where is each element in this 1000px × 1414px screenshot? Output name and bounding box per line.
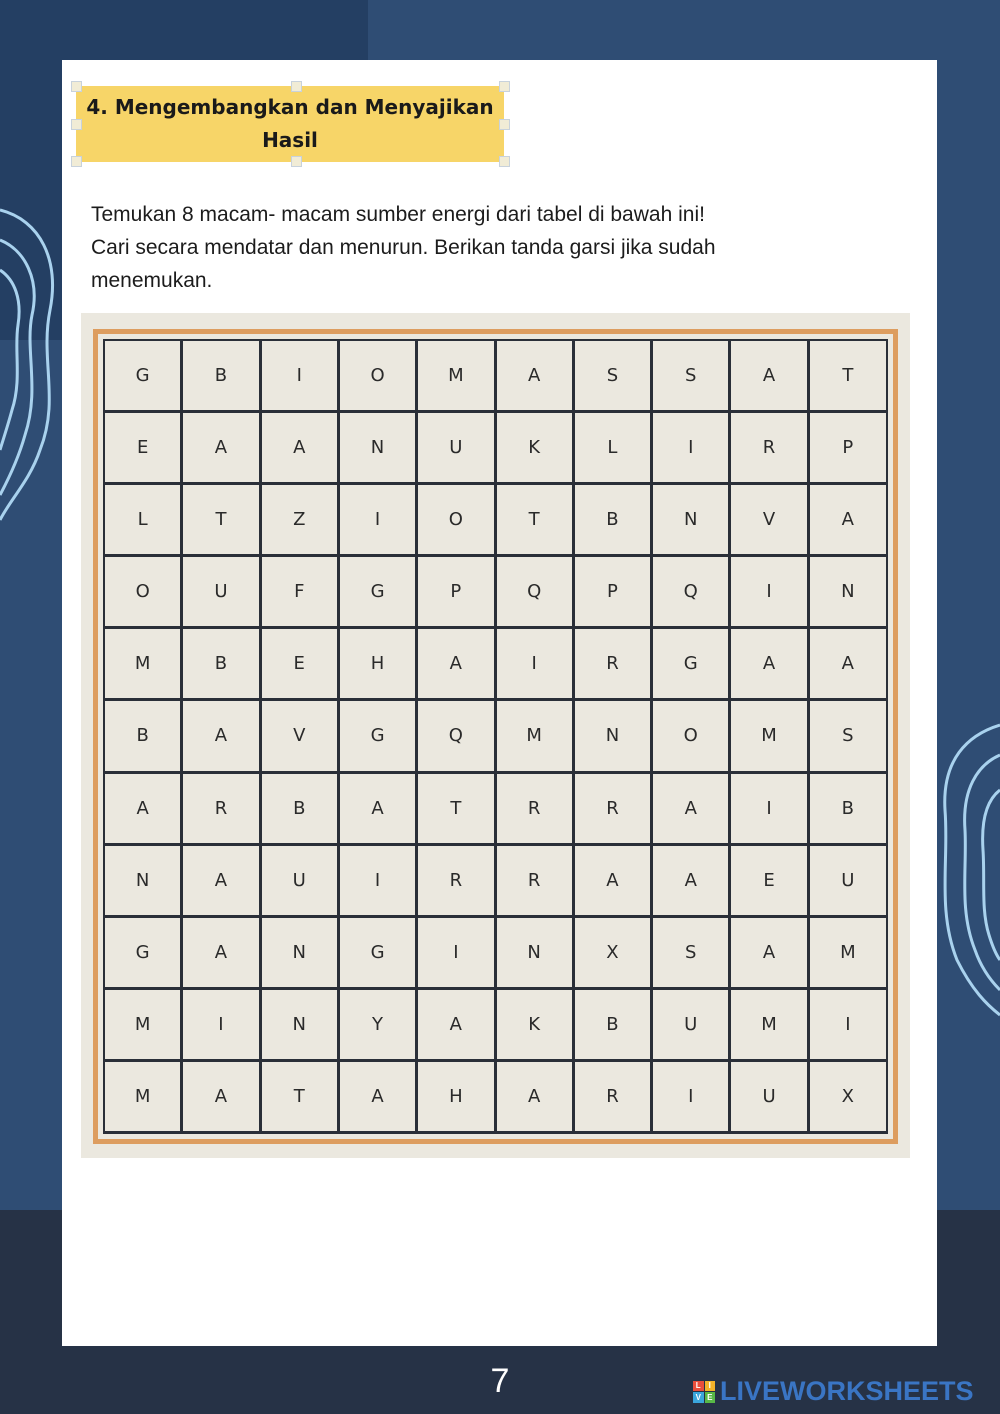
puzzle-cell[interactable]: M — [105, 990, 183, 1062]
puzzle-cell[interactable]: S — [653, 341, 731, 413]
puzzle-cell[interactable]: O — [340, 341, 418, 413]
puzzle-cell[interactable]: G — [653, 629, 731, 701]
section-heading — [76, 86, 504, 162]
puzzle-cell[interactable]: U — [653, 990, 731, 1062]
puzzle-cell[interactable]: M — [418, 341, 496, 413]
puzzle-cell[interactable]: E — [262, 629, 340, 701]
puzzle-cell[interactable]: R — [575, 1062, 653, 1134]
puzzle-cell[interactable]: A — [183, 701, 261, 773]
puzzle-cell[interactable]: R — [575, 629, 653, 701]
puzzle-cell[interactable]: R — [183, 774, 261, 846]
puzzle-cell[interactable]: A — [497, 1062, 575, 1134]
puzzle-cell[interactable]: R — [497, 846, 575, 918]
puzzle-cell[interactable]: E — [105, 413, 183, 485]
puzzle-cell[interactable]: K — [497, 990, 575, 1062]
puzzle-cell[interactable]: A — [731, 341, 809, 413]
puzzle-cell[interactable]: B — [575, 485, 653, 557]
puzzle-cell[interactable]: X — [575, 918, 653, 990]
puzzle-cell[interactable]: A — [731, 629, 809, 701]
page-number: 7 — [490, 1362, 510, 1400]
puzzle-cell[interactable]: P — [575, 557, 653, 629]
puzzle-cell[interactable]: I — [340, 485, 418, 557]
puzzle-cell[interactable]: X — [810, 1062, 888, 1134]
word-search-border — [93, 329, 898, 1144]
puzzle-cell[interactable]: G — [105, 918, 183, 990]
puzzle-cell[interactable]: T — [183, 485, 261, 557]
puzzle-cell[interactable]: G — [340, 701, 418, 773]
puzzle-cell[interactable]: O — [418, 485, 496, 557]
puzzle-cell[interactable]: O — [105, 557, 183, 629]
puzzle-cell[interactable]: A — [105, 774, 183, 846]
puzzle-cell[interactable]: F — [262, 557, 340, 629]
instruction-line: menemukan. — [91, 269, 213, 292]
puzzle-cell[interactable]: T — [497, 485, 575, 557]
puzzle-cell[interactable]: B — [262, 774, 340, 846]
puzzle-cell[interactable]: T — [810, 341, 888, 413]
puzzle-cell[interactable]: I — [653, 413, 731, 485]
resize-handle[interactable] — [71, 81, 82, 92]
puzzle-cell[interactable]: Q — [497, 557, 575, 629]
puzzle-cell[interactable]: R — [575, 774, 653, 846]
puzzle-cell[interactable]: G — [105, 341, 183, 413]
puzzle-cell[interactable]: G — [340, 918, 418, 990]
puzzle-cell[interactable]: H — [418, 1062, 496, 1134]
puzzle-cell[interactable]: A — [653, 846, 731, 918]
puzzle-cell[interactable]: U — [731, 1062, 809, 1134]
puzzle-cell[interactable]: H — [340, 629, 418, 701]
puzzle-cell[interactable]: L — [105, 485, 183, 557]
puzzle-cell[interactable]: I — [731, 557, 809, 629]
puzzle-cell[interactable]: I — [810, 990, 888, 1062]
puzzle-cell[interactable]: I — [653, 1062, 731, 1134]
word-search-grid — [103, 339, 888, 1134]
puzzle-cell[interactable]: R — [418, 846, 496, 918]
resize-handle[interactable] — [71, 119, 82, 130]
logo-badge-letter: L — [693, 1381, 704, 1392]
puzzle-cell[interactable]: B — [810, 774, 888, 846]
puzzle-cell[interactable]: L — [575, 413, 653, 485]
puzzle-cell[interactable]: G — [340, 557, 418, 629]
resize-handle[interactable] — [291, 156, 302, 167]
puzzle-cell[interactable]: R — [731, 413, 809, 485]
puzzle-cell[interactable]: N — [810, 557, 888, 629]
puzzle-cell[interactable]: Z — [262, 485, 340, 557]
puzzle-cell[interactable]: E — [731, 846, 809, 918]
puzzle-cell[interactable]: O — [653, 701, 731, 773]
resize-handle[interactable] — [499, 156, 510, 167]
logo-badge-letter: V — [693, 1392, 704, 1403]
puzzle-cell[interactable]: P — [418, 557, 496, 629]
puzzle-cell[interactable]: M — [731, 701, 809, 773]
resize-handle[interactable] — [291, 81, 302, 92]
logo-badge-icon — [693, 1381, 715, 1403]
puzzle-cell[interactable]: M — [497, 701, 575, 773]
puzzle-cell[interactable]: N — [497, 918, 575, 990]
puzzle-cell[interactable]: A — [418, 629, 496, 701]
puzzle-cell[interactable]: N — [340, 413, 418, 485]
puzzle-cell[interactable]: M — [731, 990, 809, 1062]
puzzle-cell[interactable]: A — [183, 413, 261, 485]
section-heading-text: 4. Mengembangkan dan Menyajikan Hasil — [86, 95, 494, 152]
puzzle-cell[interactable]: I — [497, 629, 575, 701]
contour-decoration-left — [0, 200, 70, 540]
puzzle-cell[interactable]: N — [262, 990, 340, 1062]
puzzle-cell[interactable]: A — [497, 341, 575, 413]
puzzle-cell[interactable]: A — [340, 774, 418, 846]
puzzle-cell[interactable]: I — [731, 774, 809, 846]
puzzle-cell[interactable]: Q — [418, 701, 496, 773]
worksheet-page — [62, 60, 937, 1346]
puzzle-cell[interactable]: V — [262, 701, 340, 773]
puzzle-cell[interactable]: B — [105, 701, 183, 773]
puzzle-cell[interactable]: M — [105, 1062, 183, 1134]
puzzle-cell[interactable]: I — [418, 918, 496, 990]
puzzle-cell[interactable]: M — [810, 918, 888, 990]
puzzle-cell[interactable]: A — [575, 846, 653, 918]
puzzle-cell[interactable]: N — [262, 918, 340, 990]
puzzle-cell[interactable]: V — [731, 485, 809, 557]
puzzle-cell[interactable]: N — [575, 701, 653, 773]
word-search-frame — [81, 313, 910, 1158]
puzzle-cell[interactable]: S — [810, 701, 888, 773]
puzzle-cell[interactable]: A — [183, 846, 261, 918]
puzzle-cell[interactable]: I — [340, 846, 418, 918]
puzzle-cell[interactable]: I — [183, 990, 261, 1062]
instructions — [91, 198, 851, 297]
contour-decoration-right — [937, 720, 1000, 1020]
puzzle-cell[interactable]: A — [183, 1062, 261, 1134]
puzzle-cell[interactable]: A — [810, 629, 888, 701]
puzzle-cell[interactable]: A — [340, 1062, 418, 1134]
puzzle-cell[interactable]: A — [810, 485, 888, 557]
puzzle-cell[interactable]: U — [418, 413, 496, 485]
puzzle-cell[interactable]: T — [262, 1062, 340, 1134]
logo-badge-letter: I — [705, 1381, 716, 1392]
puzzle-cell[interactable]: S — [575, 341, 653, 413]
logo-badge-letter: E — [705, 1392, 716, 1403]
puzzle-cell[interactable]: M — [105, 629, 183, 701]
puzzle-cell[interactable]: A — [418, 990, 496, 1062]
instruction-line: Temukan 8 macam- macam sumber energi dari tabel di bawah ini! — [91, 203, 705, 226]
puzzle-cell[interactable]: I — [262, 341, 340, 413]
puzzle-cell[interactable]: Y — [340, 990, 418, 1062]
puzzle-cell[interactable]: A — [731, 918, 809, 990]
puzzle-cell[interactable]: B — [183, 629, 261, 701]
puzzle-cell[interactable]: B — [575, 990, 653, 1062]
logo-text: LIVEWORKSHEETS — [720, 1376, 974, 1406]
puzzle-cell[interactable]: U — [262, 846, 340, 918]
puzzle-cell[interactable]: N — [105, 846, 183, 918]
puzzle-cell[interactable]: T — [418, 774, 496, 846]
puzzle-cell[interactable]: U — [183, 557, 261, 629]
puzzle-cell[interactable]: N — [653, 485, 731, 557]
puzzle-cell[interactable]: A — [262, 413, 340, 485]
resize-handle[interactable] — [499, 81, 510, 92]
puzzle-cell[interactable]: S — [653, 918, 731, 990]
liveworksheets-logo[interactable] — [693, 1376, 974, 1407]
resize-handle[interactable] — [499, 119, 510, 130]
puzzle-cell[interactable]: A — [183, 918, 261, 990]
instruction-line: Cari secara mendatar dan menurun. Berikan tanda garsi jika sudah — [91, 236, 716, 259]
puzzle-cell[interactable]: K — [497, 413, 575, 485]
puzzle-cell[interactable]: Q — [653, 557, 731, 629]
puzzle-cell[interactable]: P — [810, 413, 888, 485]
puzzle-cell[interactable]: R — [497, 774, 575, 846]
puzzle-cell[interactable]: U — [810, 846, 888, 918]
puzzle-cell[interactable]: B — [183, 341, 261, 413]
resize-handle[interactable] — [71, 156, 82, 167]
puzzle-cell[interactable]: A — [653, 774, 731, 846]
